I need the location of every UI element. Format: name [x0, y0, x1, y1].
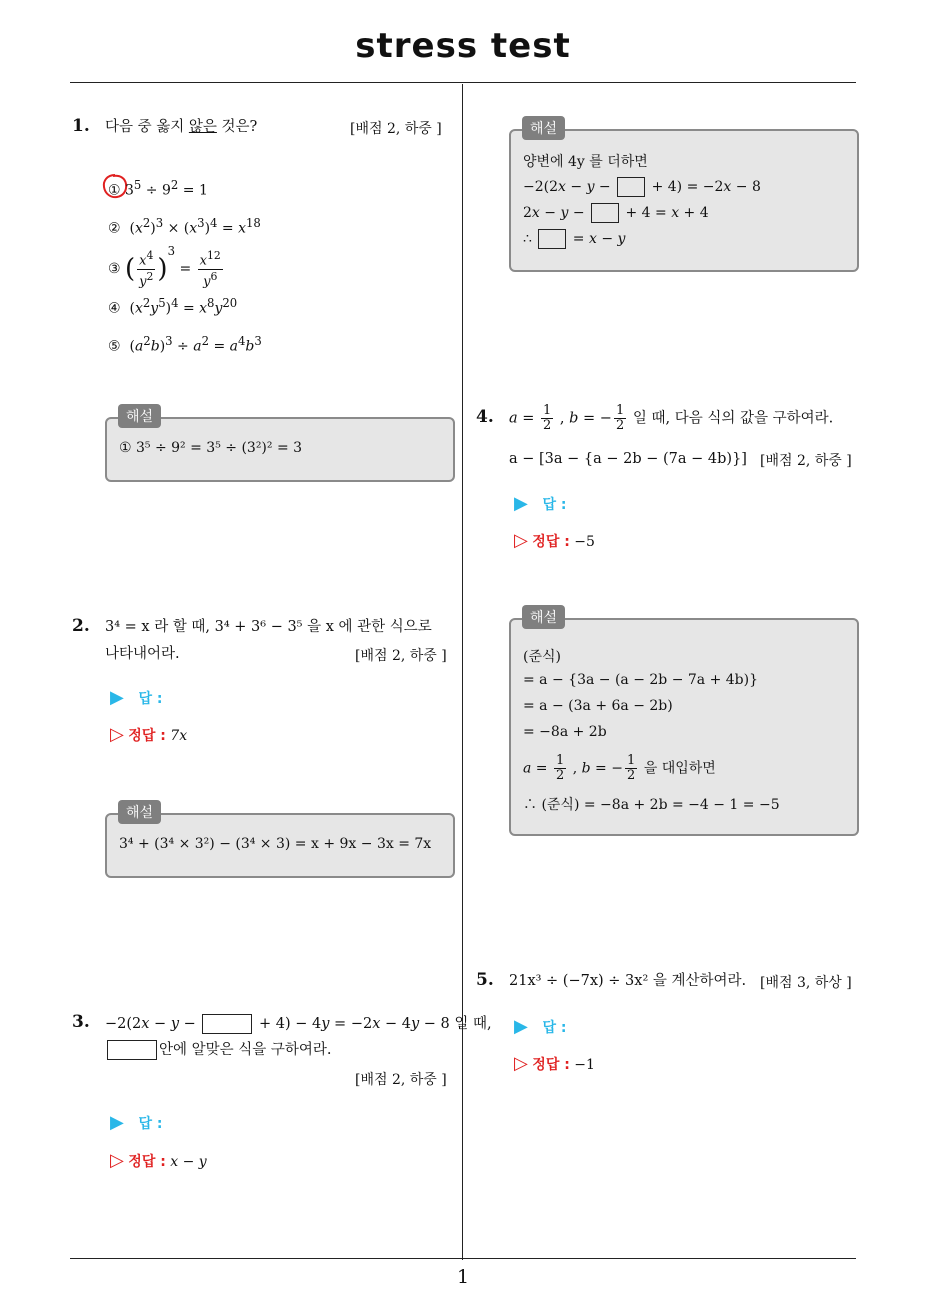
q3-text-line2-tail: 안에 알맞은 식을 구하여라. — [159, 1042, 332, 1058]
q3-correct-value: x − y — [170, 1154, 207, 1170]
correct-triangle-icon: ▷ — [514, 1053, 528, 1074]
q4-score: [배점 2, 하중 ] — [760, 453, 852, 469]
q5-answer-field[interactable] — [514, 1016, 566, 1037]
q3-answer-field[interactable] — [110, 1112, 162, 1133]
q4-solution-substitute: 을 대입하면 — [643, 760, 716, 777]
q3-solution-line-2: 2x − y − + 4 = x + 4 — [523, 205, 709, 221]
q4-solution-line-5: a = $\frac{1}{2}$ , b = − $\frac{1}{2}$ 을 대입하면 — [523, 753, 716, 783]
correct-label: 정답 : — [128, 1154, 166, 1170]
answer-triangle-icon: ▶ — [514, 1016, 528, 1037]
q3-correct-answer — [110, 1150, 207, 1171]
q1-text-b: 것은? — [216, 119, 258, 135]
q5-number: 5. — [476, 970, 494, 990]
option-marker: ② — [108, 220, 121, 237]
q3-solution-tag: 해설 — [522, 116, 565, 140]
q2-score: [배점 2, 하중 ] — [355, 648, 447, 664]
option-marker: ④ — [108, 300, 121, 317]
option-marker: ③ — [108, 261, 121, 277]
q4-answer-field[interactable] — [514, 493, 566, 514]
page-number: 1 — [456, 1266, 470, 1288]
q1-option-1: ① $3^5 \div 9^2 = 1$ — [108, 178, 208, 199]
q2-text-line1: 3⁴ = x 라 할 때, 3⁴ + 3⁶ − 3⁵ 을 x 에 관한 식으로 — [105, 619, 432, 635]
q3-solution-box — [509, 129, 859, 272]
correct-label: 정답 : — [532, 1057, 570, 1073]
q1-option-2: ② $(x^2)^3 \times (x^3)^4 = x^{18}$ — [108, 216, 261, 237]
footer-rule — [70, 1258, 856, 1259]
answer-label: 답 : — [138, 1116, 163, 1132]
q2-solution-tag: 해설 — [118, 800, 161, 824]
q1-solution-line: ① 3⁵ ÷ 9² = 3⁵ ÷ (3²)² = 3 — [119, 440, 303, 456]
answer-label: 답 : — [138, 691, 163, 707]
q4-solution-tag: 해설 — [522, 605, 565, 629]
page-title: stress test — [355, 26, 571, 66]
q5-correct-answer — [514, 1053, 595, 1074]
header-rule — [70, 82, 856, 83]
q4-solution-line-4: = −8a + 2b — [523, 724, 607, 740]
q4-solution-line-2: = a − {3a − (a − 2b − 7a + 4b)} — [523, 672, 759, 688]
q1-option-3: ③ ( $\frac{x^4}{y^2}$ )$^3$ = $\frac{x^{12}}{y^6}$ — [108, 244, 221, 289]
q4-text-tail: 일 때, 다음 식의 값을 구하여라. — [628, 410, 834, 427]
q1-text-underlined: 않은 — [188, 119, 217, 135]
q4-text-line1: a = $\frac{1}{2}$ , b = − $\frac{1}{2}$ 일 때, 다음 식의 값을 구하여라. — [509, 403, 834, 433]
option-marker: ⑤ — [108, 338, 121, 355]
answer-triangle-icon: ▶ — [514, 493, 528, 514]
q1-solution-tag: 해설 — [118, 404, 161, 428]
q4-number: 4. — [476, 407, 494, 427]
q3-solution-intro: 양변에 4y 를 더하면 — [523, 154, 648, 170]
q3-text-line1: −2(2x − y − + 4) − 4y = −2x − 4y − 8 일 때, — [105, 1016, 492, 1032]
answer-label: 답 : — [542, 497, 567, 513]
correct-triangle-icon: ▷ — [514, 530, 528, 551]
correct-triangle-icon: ▷ — [110, 1150, 124, 1171]
q2-solution-line: 3⁴ + (3⁴ × 3²) − (3⁴ × 3) = x + 9x − 3x = 7x — [119, 836, 432, 852]
q2-answer-field[interactable] — [110, 687, 162, 708]
q4-solution-line-1: (준식) — [523, 649, 561, 665]
answer-triangle-icon: ▶ — [110, 1112, 124, 1133]
q3-solution-line-3: ∴ = x − y — [523, 231, 626, 247]
q5-text: 21x³ ÷ (−7x) ÷ 3x² 을 계산하여라. — [509, 973, 747, 989]
q1-text — [105, 114, 257, 140]
q1-score: [배점 2, 하중 ] — [350, 121, 442, 137]
q4-solution-line-6: ∴ (준식) = −8a + 2b = −4 − 1 = −5 — [523, 797, 780, 813]
q2-correct-value: 7x — [170, 728, 188, 744]
q2-correct-answer — [110, 724, 187, 745]
answer-triangle-icon: ▶ — [110, 687, 124, 708]
option-marker: ① — [108, 182, 121, 199]
correct-triangle-icon: ▷ — [110, 724, 124, 745]
q3-blank-box-2 — [107, 1040, 157, 1060]
q1-number: 1. — [72, 116, 90, 136]
q5-score: [배점 3, 하상 ] — [760, 975, 852, 991]
q4-correct-answer — [514, 530, 595, 551]
q3-score: [배점 2, 하중 ] — [355, 1072, 447, 1088]
q3-solution-line-1: −2(2x − y − + 4) = −2x − 8 — [523, 179, 761, 195]
q3-text-line2 — [105, 1037, 332, 1063]
q1-text-a: 다음 중 옳지 — [105, 119, 189, 135]
q4-solution-line-3: = a − (3a + 6a − 2b) — [523, 698, 673, 714]
answer-label: 답 : — [542, 1020, 567, 1036]
q4-solution-box — [509, 618, 859, 836]
q3-number: 3. — [72, 1012, 90, 1032]
q4-correct-value: −5 — [574, 534, 595, 550]
q2-number: 2. — [72, 616, 90, 636]
correct-label: 정답 : — [128, 728, 166, 744]
q3-blank-box — [202, 1014, 252, 1034]
q1-option-4: ④ $(x^2y^5)^4 = x^8y^{20}$ — [108, 296, 238, 317]
q1-option-5: ⑤ $(a^2b)^3 \div a^2 = a^4b^3$ — [108, 334, 262, 355]
column-divider — [462, 84, 463, 1260]
correct-label: 정답 : — [532, 534, 570, 550]
q4-expression: a − [3a − {a − 2b − (7a − 4b)}] — [509, 451, 747, 467]
q5-correct-value: −1 — [574, 1057, 595, 1073]
q2-text-line2: 나타내어라. — [105, 646, 180, 662]
